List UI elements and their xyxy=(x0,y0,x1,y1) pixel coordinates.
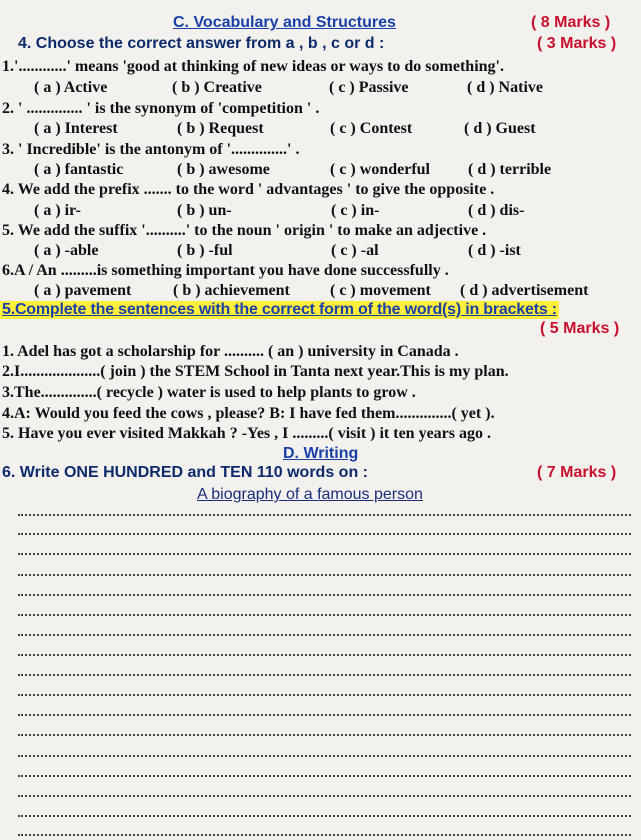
q4-item-2-option-c[interactable]: ( c ) Contest xyxy=(330,120,413,137)
q4-item-4-option-c[interactable]: ( c ) in- xyxy=(331,202,380,219)
q4-item-1-option-b[interactable]: ( b ) Creative xyxy=(172,79,262,96)
q4-item-1-option-a[interactable]: ( a ) Active xyxy=(34,79,108,96)
q4-item-5-option-b[interactable]: ( b ) -ful xyxy=(177,242,233,259)
writing-line[interactable] xyxy=(18,514,631,516)
q4-item-6-stem: 6.A / An .........is something important you have done successfully . xyxy=(2,262,449,279)
writing-line[interactable] xyxy=(18,714,631,716)
q5-item-4: 4.A: Would you feed the cows , please? B: I have fed them..............( yet ). xyxy=(2,405,495,422)
writing-line[interactable] xyxy=(18,553,631,555)
q4-item-6-option-d[interactable]: ( d ) advertisement xyxy=(460,282,589,299)
q4-item-2-option-a[interactable]: ( a ) Interest xyxy=(34,120,118,137)
q4-item-3-option-a[interactable]: ( a ) fantastic xyxy=(34,161,124,178)
writing-line[interactable] xyxy=(18,634,631,636)
section-c-marks: ( 8 Marks ) xyxy=(531,14,611,31)
writing-line[interactable] xyxy=(18,734,631,736)
q5-item-2: 2.I....................( join ) the STEM School in Tanta next year.This is my plan. xyxy=(2,363,509,380)
q4-item-1-option-c[interactable]: ( c ) Passive xyxy=(329,79,409,96)
q4-item-2-option-d[interactable]: ( d ) Guest xyxy=(464,120,536,137)
writing-line[interactable] xyxy=(18,594,631,596)
q4-item-5-option-c[interactable]: ( c ) -al xyxy=(331,242,379,259)
writing-line[interactable] xyxy=(18,614,631,616)
section-d-title: D. Writing xyxy=(283,445,359,462)
q4-item-6-option-a[interactable]: ( a ) pavement xyxy=(34,282,132,299)
question-6-marks: ( 7 Marks ) xyxy=(537,464,617,481)
q4-item-3-stem: 3. ' Incredible' is the antonym of '..............' . xyxy=(2,141,300,158)
writing-line[interactable] xyxy=(18,775,631,777)
writing-line[interactable] xyxy=(18,755,631,757)
q4-item-2-stem: 2. ' .............. ' is the synonym of 'competition ' . xyxy=(2,100,320,117)
q4-item-2-option-b[interactable]: ( b ) Request xyxy=(177,120,264,137)
question-4-marks: ( 3 Marks ) xyxy=(537,35,617,52)
q5-item-3: 3.The..............( recycle ) water is used to help plants to grow . xyxy=(2,384,416,401)
writing-line[interactable] xyxy=(18,815,631,817)
writing-line[interactable] xyxy=(18,694,631,696)
q4-item-5-stem: 5. We add the suffix '..........' to the noun ' origin ' to make an adjective . xyxy=(2,222,487,239)
q4-item-4-option-d[interactable]: ( d ) dis- xyxy=(468,202,525,219)
writing-line[interactable] xyxy=(18,674,631,676)
q4-item-4-option-a[interactable]: ( a ) ir- xyxy=(34,202,81,219)
q4-item-4-stem: 4. We add the prefix ....... to the word ' advantages ' to give the opposite . xyxy=(2,181,495,198)
writing-line[interactable] xyxy=(18,533,631,535)
q4-item-3-option-b[interactable]: ( b ) awesome xyxy=(177,161,270,178)
question-6-title: 6. Write ONE HUNDRED and TEN 110 words on : xyxy=(2,464,368,481)
section-c-title: C. Vocabulary and Structures xyxy=(173,14,396,31)
q4-item-1-option-d[interactable]: ( d ) Native xyxy=(467,79,543,96)
q4-item-1-stem: 1.'............' means 'good at thinking of new ideas or ways to do something'. xyxy=(2,58,504,75)
q4-item-6-option-b[interactable]: ( b ) achievement xyxy=(173,282,290,299)
writing-line[interactable] xyxy=(18,834,631,836)
writing-line[interactable] xyxy=(18,574,631,576)
q4-item-3-option-d[interactable]: ( d ) terrible xyxy=(468,161,552,178)
q4-item-5-option-d[interactable]: ( d ) -ist xyxy=(468,242,521,259)
q5-item-1: 1. Adel has got a scholarship for .......... ( an ) university in Canada . xyxy=(2,343,459,360)
writing-line[interactable] xyxy=(18,654,631,656)
question-5-title: 5.Complete the sentences with the correct form of the word(s) in brackets : xyxy=(2,301,557,318)
writing-topic: A biography of a famous person xyxy=(197,486,423,503)
writing-line[interactable] xyxy=(18,795,631,797)
q5-item-5: 5. Have you ever visited Makkah ? -Yes , I .........( visit ) it ten years ago . xyxy=(2,425,491,442)
q4-item-3-option-c[interactable]: ( c ) wonderful xyxy=(330,161,430,178)
q4-item-4-option-b[interactable]: ( b ) un- xyxy=(177,202,232,219)
q4-item-5-option-a[interactable]: ( a ) -able xyxy=(34,242,99,259)
q4-item-6-option-c[interactable]: ( c ) movement xyxy=(330,282,431,299)
question-5-marks: ( 5 Marks ) xyxy=(540,320,620,337)
question-4-title: 4. Choose the correct answer from a , b , c or d : xyxy=(18,35,385,52)
